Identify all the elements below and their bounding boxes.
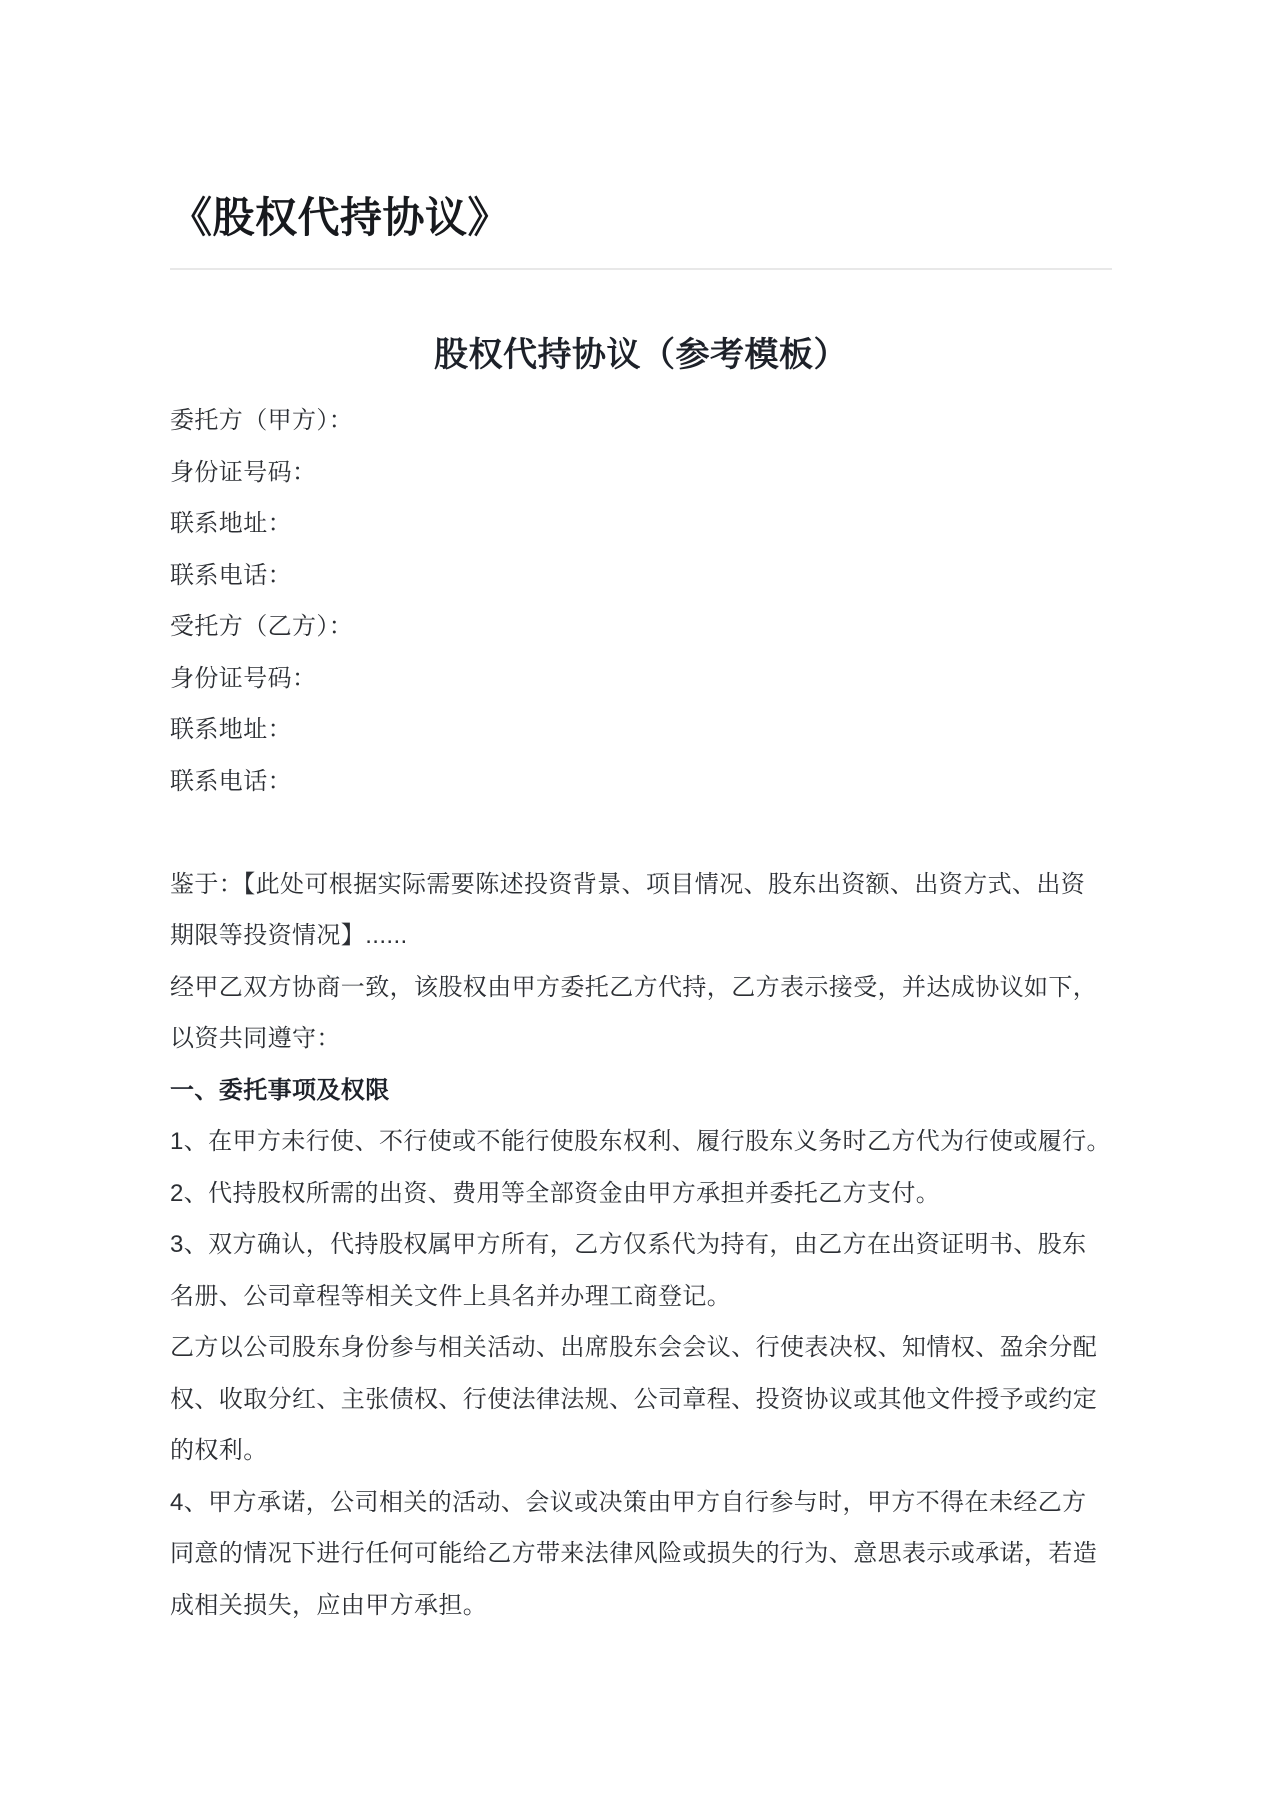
document-line: 4、甲方承诺，公司相关的活动、会议或决策由甲方自行参与时，甲方不得在未经乙方	[170, 1488, 1087, 1516]
document-line: 受托方（乙方）：	[170, 613, 354, 640]
document-body	[170, 395, 1112, 1631]
document-line: 联系地址：	[170, 716, 292, 743]
document-line: 委托方（甲方）：	[170, 407, 354, 434]
document-line: 2、代持股权所需的出资、费用等全部资金由甲方承担并委托乙方支付。	[170, 1179, 941, 1207]
document-line: 联系电话：	[170, 767, 292, 795]
blank-line	[170, 807, 1112, 859]
document-line: 联系地址：	[170, 510, 292, 537]
document-line: 乙方以公司股东身份参与相关活动、出席股东会会议、行使表决权、知情权、盈余分配	[170, 1334, 1098, 1361]
document-line: 3、双方确认，代持股权属甲方所有，乙方仅系代为持有，由乙方在出资证明书、股东	[170, 1231, 1087, 1258]
document-line: 身份证号码：	[170, 458, 317, 486]
document-line: 联系电话：	[170, 561, 292, 589]
document-line: 权、收取分红、主张债权、行使法律法规、公司章程、投资协议或其他文件授予或约定	[170, 1385, 1098, 1413]
document-line: 以资共同遵守：	[170, 1025, 341, 1052]
document-line: 鉴于：【此处可根据实际需要陈述投资背景、项目情况、股东出资额、出资方式、出资	[170, 870, 1086, 898]
document-line: 名册、公司章程等相关文件上具名并办理工商登记。	[170, 1282, 732, 1310]
document-line: 1、在甲方未行使、不行使或不能行使股东权利、履行股东义务时乙方代为行使或履行。	[170, 1128, 1111, 1155]
document-line: 期限等投资情况】......	[170, 922, 408, 949]
document-line: 同意的情况下进行任何可能给乙方带来法律风险或损失的行为、意思表示或承诺，若造	[170, 1540, 1098, 1567]
document-line: 成相关损失，应由甲方承担。	[170, 1591, 488, 1619]
document-subtitle: 股权代持协议（参考模板）	[434, 336, 848, 374]
title-divider	[170, 268, 1112, 270]
document-line: 的权利。	[170, 1437, 268, 1464]
document-line: 身份证号码：	[170, 664, 317, 692]
page-title: 《股权代持协议》	[170, 194, 511, 241]
section-heading: 一、委托事项及权限	[170, 1076, 390, 1104]
document-line: 经甲乙双方协商一致，该股权由甲方委托乙方代持，乙方表示接受，并达成协议如下，	[170, 973, 1098, 1001]
